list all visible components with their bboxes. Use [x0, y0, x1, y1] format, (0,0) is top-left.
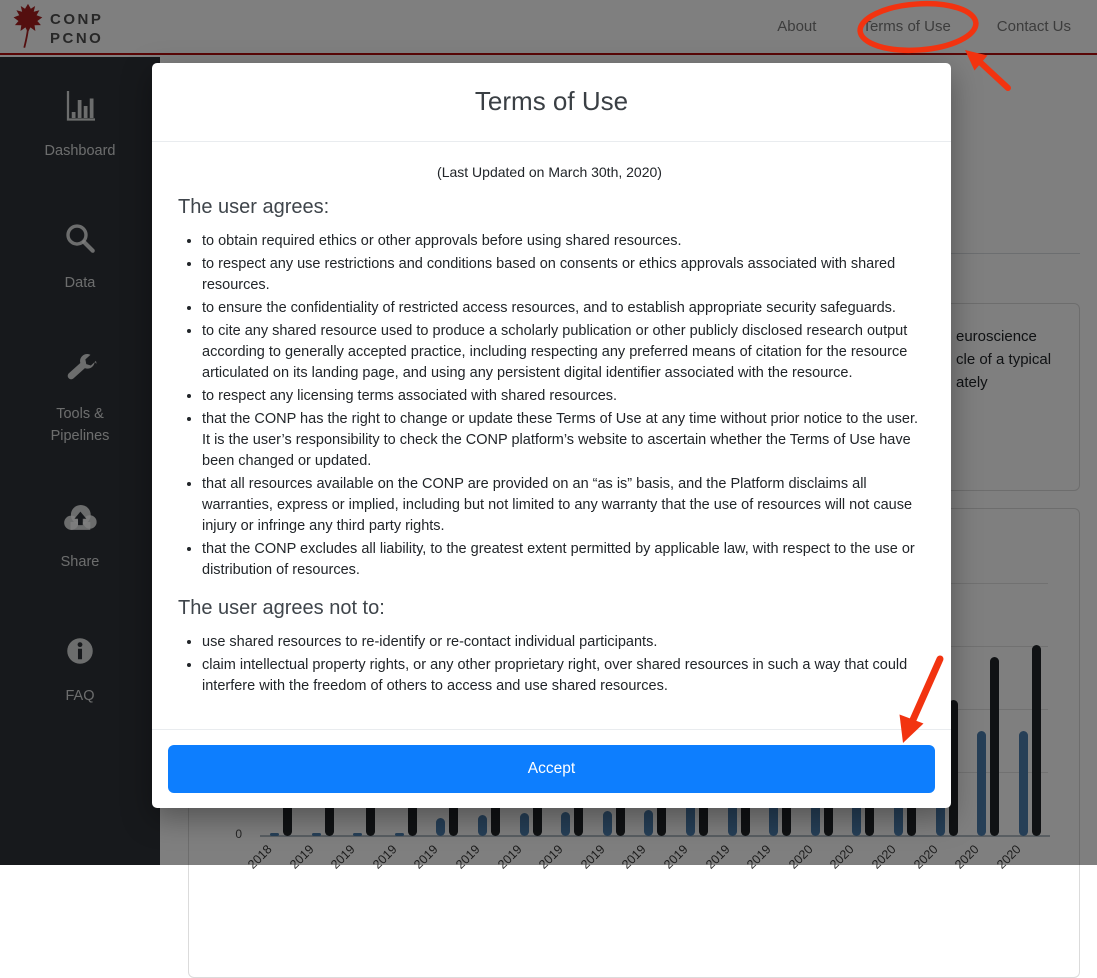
- terms-list-item: • to cite any shared resource used to produce a scholarly publication or other publicly disclosed research output according to generally accepted practice, including respecting any preferred means of citation for the resource articulated on its landing page, and using any persistent digital identifier associated with the resource.: [202, 321, 921, 384]
- terms-list-item: • claim intellectual property rights, or any other proprietary right, over shared resources in such a way that could interfere with the freedom of others to access and use shared resources.: [202, 655, 921, 697]
- modal-title: Terms of Use: [474, 86, 629, 116]
- accept-button[interactable]: Accept: [168, 745, 935, 793]
- terms-of-use-modal: [152, 63, 951, 808]
- agrees-list: [178, 231, 921, 581]
- modal-footer: [152, 729, 951, 808]
- terms-list-item: • to ensure the confidentiality of restricted access resources, and to establish appropriate security safeguards.: [202, 298, 921, 319]
- agrees-heading: The user agrees:: [178, 196, 330, 218]
- terms-list-item: • that the CONP excludes all liability, to the greatest extent permitted by applicable law, with respect to the use or distribution of resources.: [202, 539, 921, 581]
- modal-body: [152, 142, 951, 729]
- terms-list-item: • that all resources available on the CONP are provided on an “as is” basis, and the Platform disclaims all warranties, express or implied, including but not limited to any warranty that the use of resources will not cause injury or infringe any third party rights.: [202, 474, 921, 537]
- modal-header: [152, 63, 951, 142]
- terms-list-item: • to respect any licensing terms associated with shared resources.: [202, 386, 921, 407]
- not-agrees-heading: The user agrees not to:: [178, 597, 385, 619]
- terms-list-item: • use shared resources to re-identify or re-contact individual participants.: [202, 632, 921, 653]
- terms-list-item: • to respect any use restrictions and conditions based on consents or ethics approvals associated with shared resources.: [202, 254, 921, 296]
- terms-list-item: • that the CONP has the right to change or update these Terms of Use at any time without prior notice to the user. It is the user’s responsibility to check the CONP platform’s website to ascertain whether the Terms of Use have been changed or updated.: [202, 409, 921, 472]
- last-updated-text: (Last Updated on March 30th, 2020): [437, 164, 662, 180]
- terms-list-item: • to obtain required ethics or other approvals before using shared resources.: [202, 231, 921, 252]
- not-agrees-list: [178, 632, 921, 697]
